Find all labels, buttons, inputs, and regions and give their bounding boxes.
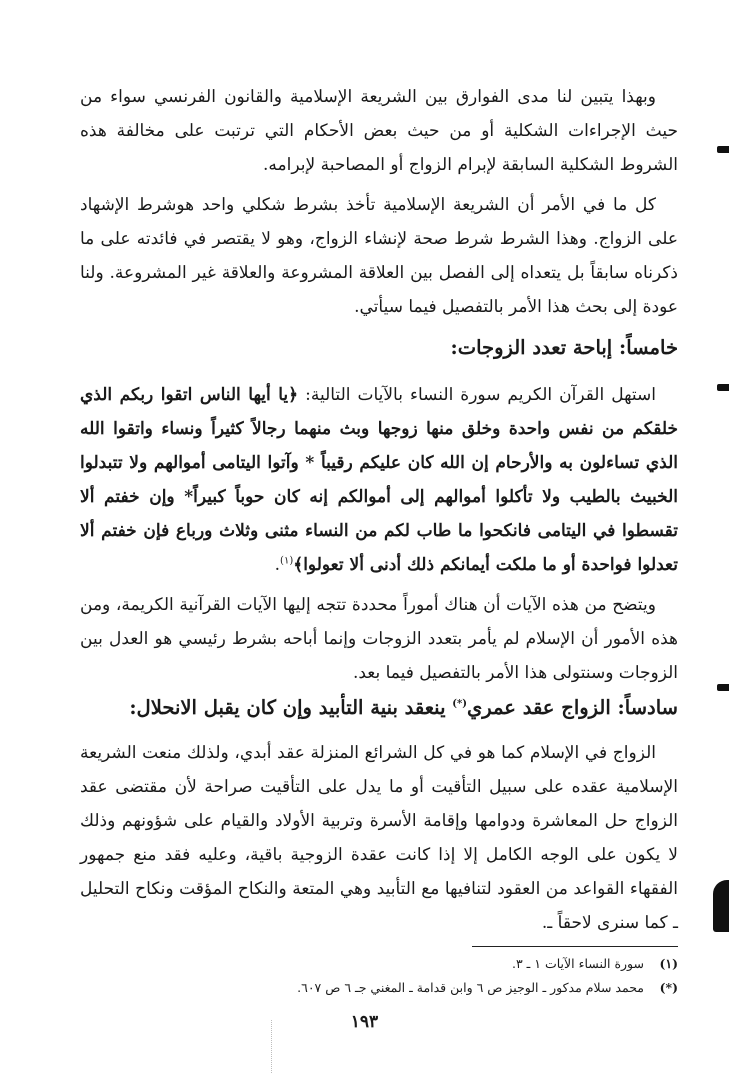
paragraph-differences: وبهذا يتبين لنا مدى الفوارق بين الشريعة الإسلامية والقانون الفرنسي سواء من حيث الإجراءات الشكلية أو من حيث بعض الأحكام التي ترتبت على مخالفة هذه الشروط الشكلية السابقة لإبرام الزواج أو المصاحبة لإبرامه. bbox=[80, 87, 678, 175]
quran-verse: ﴿يا أيها الناس اتقوا ربكم الذي خلقكم من نفس واحدة وخلق منها زوجها وبث منهما رجالاً كثيراً ونساء واتقوا الله الذي تساءلون به والأرحام إن الله كان عليكم رقيباً * وآتوا اليتامى أموالهم ولا تتبدلوا الخبيث بالطيب ولا تأكلوا أموالهم إلى أموالكم إنه كان حوباً كبيراً* وإن خفتم ألا تقسطوا في اليتامى فانكحوا ما طاب لكم من النساء مثنى وثلاث ورباع فإن خفتم ألا تعدلوا فواحدة أو ما ملكت أيمانكم ذلك أدنى ألا تعولوا﴾ bbox=[80, 385, 678, 575]
scan-edge-mark-1 bbox=[717, 146, 729, 153]
heading-lifelong-part-a: سادساً: الزواج عقد عمري bbox=[466, 696, 678, 719]
scan-edge-mark-3 bbox=[717, 684, 729, 691]
footnote-star-text: محمد سلام مدكور ـ الوجيز ص ٦ وابن قدامة ـ المغني جـ ٦ ص ٦٠٧. bbox=[297, 980, 644, 995]
paragraph-quran-verses bbox=[80, 378, 678, 582]
heading-polygamy: خامساً: إباحة تعدد الزوجات: bbox=[450, 336, 678, 359]
heading-lifelong-part-b: ينعقد بنية التأبيد وإن كان يقبل الانحلال: bbox=[129, 696, 453, 719]
footnote-separator bbox=[472, 946, 678, 947]
footnote-1-text: سورة النساء الآيات ١ ـ ٣. bbox=[511, 956, 644, 971]
footnote-1 bbox=[80, 953, 678, 975]
footnote-star bbox=[80, 977, 678, 999]
footnote-ref-1: (١) bbox=[280, 555, 294, 567]
scan-edge-mark-4 bbox=[713, 880, 729, 932]
verses-end: . bbox=[274, 555, 281, 575]
footnote-ref-star: (*) bbox=[452, 698, 467, 710]
scan-edge-mark-2 bbox=[717, 384, 729, 391]
scan-artifact-line bbox=[271, 1020, 272, 1073]
footnote-star-mark: (*) bbox=[659, 980, 678, 995]
paragraph-polygamy-conditions: ويتضح من هذه الآيات أن هناك أموراً محددة تتجه إليها الآيات القرآنية الكريمة، ومن هذه الأمور أن الإسلام لم يأمر بتعدد الزوجات وإنما أباحه بشرط رئيسي هو العدل بين الزوجات وسنتولى هذا الأمر بالتفصيل فيما بعد. bbox=[80, 595, 678, 683]
verses-intro: استهل القرآن الكريم سورة النساء بالآيات التالية: bbox=[298, 385, 657, 405]
page-number: ١٩٣ bbox=[350, 1012, 379, 1032]
paragraph-witness-condition: كل ما في الأمر أن الشريعة الإسلامية تأخذ بشرط شكلي واحد هوشرط الإشهاد على الزواج. وهذا الشرط شرط صحة لإنشاء الزواج، وهو لا يقتصر في فائدته على ما ذكرناه سابقاً بل يتعداه إلى الفصل بين العلاقة المشروعة والعلاقة غير المشروعة. ولنا عودة إلى بحث هذا الأمر بالتفصيل فيما سيأتي. bbox=[80, 195, 678, 317]
paragraph-eternal-marriage: الزواج في الإسلام كما هو في كل الشرائع المنزلة عقد أبدي، ولذلك منعت الشريعة الإسلامية عقده على سبيل التأقيت أو ما يدل على التأقيت صراحة لأن مقتضى عقد الزواج حل المعاشرة ودوامها وإقامة الأسرة وتربية الأولاد والقيام على شؤونهم وذلك لا يكون على الوجه الكامل إلا إذا كانت عقدة الزوجية باقية، وعليه فقد منع جمهور الفقهاء القواعد من العقود لتنافيها مع التأبيد وهي المتعة والنكاح المؤقت ونكاح التحليل ـ كما سنرى لاحقاً ـ. bbox=[80, 743, 678, 933]
heading-lifelong-contract bbox=[80, 690, 678, 726]
footnote-1-mark: (١) bbox=[659, 956, 678, 971]
